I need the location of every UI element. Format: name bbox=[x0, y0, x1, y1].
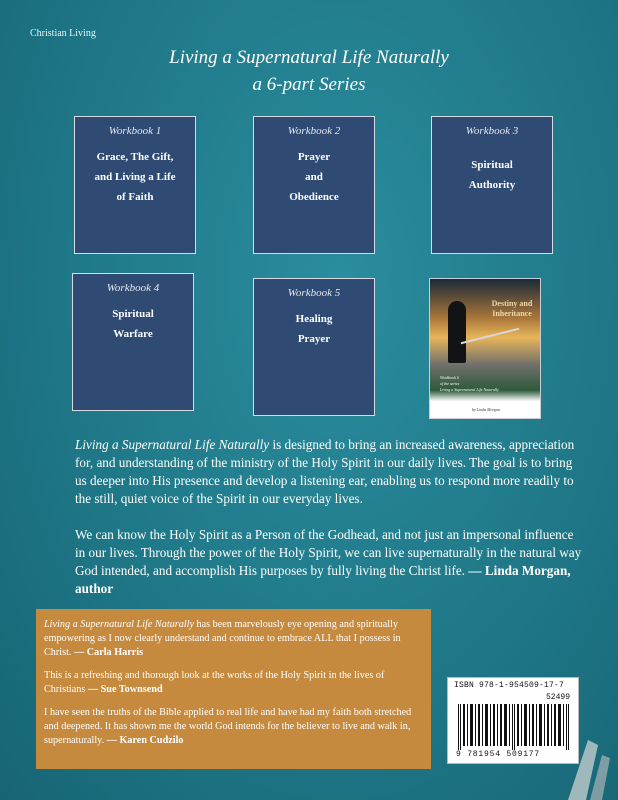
review-text: I have seen the truths of the Bible applied to real life and have had my faith both stretched and deepened. It has shown me the world God intends for the believer to live and walk in, supernaturally. bbox=[44, 707, 412, 746]
workbook-title-line: Healing bbox=[295, 313, 333, 325]
warrior-silhouette bbox=[448, 301, 466, 363]
workbook-title bbox=[75, 147, 195, 207]
workbook-title bbox=[73, 304, 193, 344]
workbook-title bbox=[432, 155, 552, 195]
review bbox=[44, 618, 423, 660]
barcode-bars bbox=[456, 704, 574, 750]
workbook-title-line: Spiritual bbox=[471, 159, 513, 171]
cover-subtitle-line: Living a Supernatural Life Naturally bbox=[440, 387, 499, 392]
series-title bbox=[0, 44, 618, 98]
workbook-title-line: Warfare bbox=[113, 328, 153, 340]
workbook-3-card bbox=[431, 116, 553, 254]
workbook-title-line: Grace, The Gift, bbox=[96, 151, 174, 163]
description-text: is designed to bring an increased awareness, appreciation for, and understanding of the ministry of the Holy Spirit in our daily lives. The goal is to bring us deeper into His presence and develop a listening ear, enabling us to respond more readily to the still, quiet voice of the Spirit in our everyday lives. bbox=[75, 437, 575, 506]
cover-subtitle bbox=[440, 375, 510, 393]
isbn-text: ISBN 978-1-954509-17-7 bbox=[454, 681, 565, 690]
cover-subtitle-line: Workbook 6 bbox=[440, 375, 460, 380]
review-italic: Living a Supernatural Life Naturally bbox=[44, 619, 194, 630]
workbook-title-line: Prayer bbox=[297, 333, 331, 345]
description-paragraph-2 bbox=[75, 526, 585, 598]
workbook-title bbox=[254, 147, 374, 207]
workbook-label: Workbook 2 bbox=[287, 125, 341, 137]
review bbox=[44, 669, 423, 697]
review-text: has been marvelously eye opening and spiritually empowering as I now clearly understand and continue to embrace ALL that I possess in Christ. bbox=[44, 619, 401, 658]
cover-subtitle-line: of the series bbox=[440, 381, 460, 386]
price-code: 52499 bbox=[545, 693, 570, 702]
workbook-5-card bbox=[253, 278, 375, 416]
workbook-4-card bbox=[72, 273, 194, 411]
workbook-1-card bbox=[74, 116, 196, 254]
review-author: — Carla Harris bbox=[74, 647, 144, 658]
cover-author: by Linda Morgan bbox=[472, 407, 500, 412]
workbook-title-line: Authority bbox=[468, 179, 516, 191]
workbook-label: Workbook 4 bbox=[106, 282, 160, 294]
reviews-box bbox=[36, 609, 431, 769]
workbook-title bbox=[254, 309, 374, 349]
barcode-number: 9 781954 509177 bbox=[456, 750, 541, 759]
sword-graphic bbox=[461, 328, 520, 344]
cover-title: Destiny and Inheritance bbox=[491, 299, 533, 318]
workbook-title-line: of Faith bbox=[116, 191, 154, 203]
corner-decoration bbox=[558, 700, 618, 800]
review-author: — Karen Cudzilo bbox=[106, 735, 184, 746]
series-title-line1: Living a Supernatural Life Naturally bbox=[169, 47, 449, 68]
review-text: This is a refreshing and thorough look at the works of the Holy Spirit in the lives of Christians bbox=[44, 670, 385, 695]
workbook-2-card bbox=[253, 116, 375, 254]
review-author: — Sue Townsend bbox=[87, 684, 163, 695]
description-text: We can know the Holy Spirit as a Person of the Godhead, and not just an impersonal influence in our lives. Through the power of the Holy Spirit, we can live supernaturally in the natural way God intended, and accomplish His purposes by fully living the Christ life. bbox=[75, 527, 582, 578]
workbook-label: Workbook 5 bbox=[287, 287, 341, 299]
workbook-title-line: Obedience bbox=[289, 191, 339, 203]
workbook-title-line: and bbox=[305, 171, 323, 183]
author-signature: — Linda Morgan, author bbox=[75, 563, 571, 596]
series-title-line2: a 6-part Series bbox=[252, 74, 366, 95]
workbook-6-cover-image bbox=[429, 278, 541, 419]
review bbox=[44, 706, 423, 748]
genre-label: Christian Living bbox=[30, 28, 96, 39]
workbook-label: Workbook 3 bbox=[465, 125, 519, 137]
workbook-title-line: Prayer bbox=[297, 151, 331, 163]
workbook-label: Workbook 1 bbox=[108, 125, 162, 137]
workbook-title-line: Spiritual bbox=[112, 308, 154, 320]
workbook-title-line: and Living a Life bbox=[94, 171, 176, 183]
description-paragraph-1 bbox=[75, 436, 585, 508]
series-name-italic: Living a Supernatural Life Naturally bbox=[75, 437, 270, 452]
